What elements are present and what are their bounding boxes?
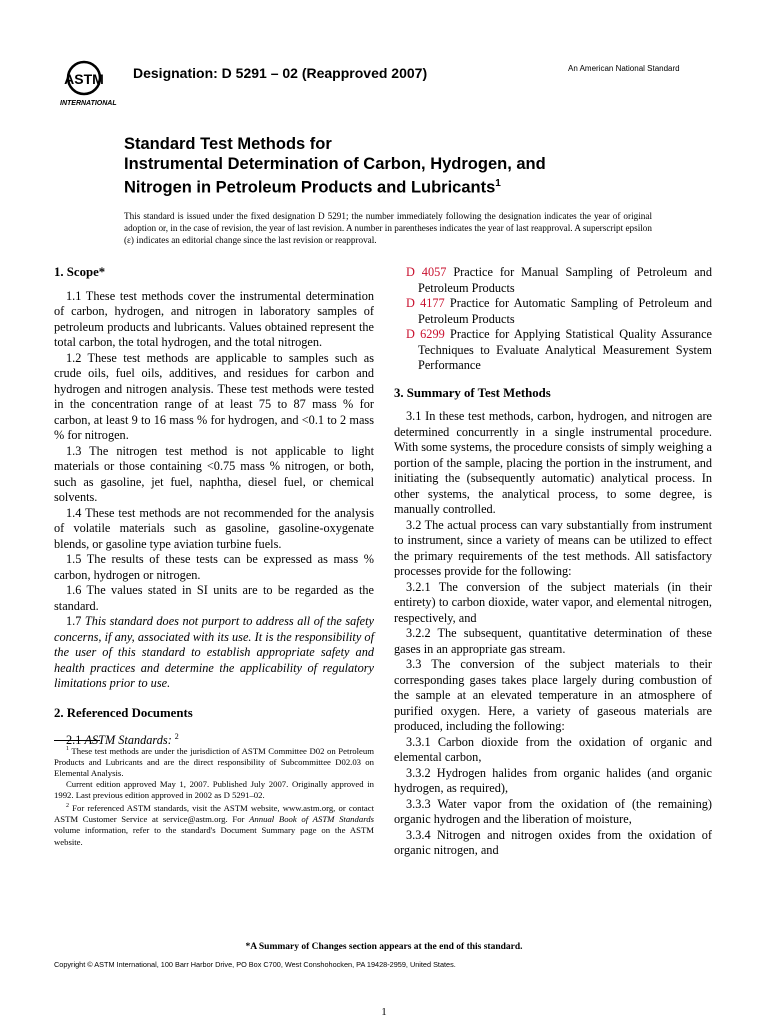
para-1-7-text: This standard does not purport to address all of the safety concerns, if any, associated with its use. It is the responsibility of the user of this standard to establish appropriate safety and health practices and determine the applicability of regulatory limitations prior to use.: [54, 614, 374, 690]
title-line-1: Standard Test Methods for: [124, 135, 332, 153]
para-3-1: 3.1 In these test methods, carbon, hydrogen, and nitrogen are determined concurrently in a single instrumental procedure. With some systems, the procedure consists of simply weighing a portion of the sample, placing the portion in the instrument, and initiating the (subsequently automatic) analytical process. In other systems, the analytical process, to some degree, is manually controlled.: [394, 409, 712, 516]
reference-title-d4177: Practice for Automatic Sampling of Petroleum and Petroleum Products: [418, 296, 712, 326]
footnotes: [54, 744, 374, 848]
document-title: [124, 134, 684, 198]
para-3-2-2: 3.2.2 The subsequent, quantitative determination of these gases in an appropriate gas stream.: [394, 626, 712, 656]
para-1-6: 1.6 The values stated in SI units are to be regarded as the standard.: [54, 583, 374, 613]
footnote-1-mark: 1: [66, 746, 69, 752]
summary-heading: 3. Summary of Test Methods: [394, 385, 551, 400]
para-3-2-1: 3.2.1 The conversion of the subject materials (in their entirety) to carbon dioxide, water vapor, and elemental nitrogen, respectively, and: [394, 579, 712, 625]
footnote-2: [54, 801, 374, 847]
footnote-rule: [54, 740, 100, 741]
intro-note: This standard is issued under the fixed designation D 5291; the number immediately following the designation indicates the year of original adoption or, in the case of revision, the year of last revision. A number in parentheses indicates the year of last reapproval. A superscript epsilon (ε) indicates an editorial change since the last revision or reapproval.: [124, 211, 652, 246]
title-line-3-text: Nitrogen in Petroleum Products and Lubricants: [124, 178, 496, 197]
para-1-2: 1.2 These test methods are applicable to samples such as crude oils, fuel oils, additives, and residues for carbon and hydrogen and nitrogen analysis. These test methods were tested in the concentration range of at least 75 to 87 mass % for carbon, at least 9 to 16 mass % for hydrogen, and <0.1 to 2 mass % for nitrogen.: [54, 350, 374, 442]
para-2-1-footnote-mark: 2: [174, 732, 179, 741]
reference-title-d4057: Practice for Manual Sampling of Petroleum and Petroleum Products: [418, 265, 712, 295]
para-1-4: 1.4 These test methods are not recommended for the analysis of volatile materials such as gasoline, gasoline-oxygenate blends, or gasoline type aviation turbine fuels.: [54, 505, 374, 551]
right-column: [394, 265, 712, 859]
astm-logo: [60, 56, 122, 116]
copyright-line: Copyright © ASTM International, 100 Barr Harbor Drive, PO Box C700, West Conshohocken, PA 19428-2959, United States.: [54, 960, 456, 969]
para-3-3-3: 3.3.3 Water vapor from the oxidation of (the remaining) organic hydrogen and the liberation of moisture,: [394, 796, 712, 826]
para-1-5: 1.5 The results of these tests can be expressed as mass % carbon, hydrogen or nitrogen.: [54, 552, 374, 582]
para-3-3: 3.3 The conversion of the subject materials to their corresponding gases takes place largely during combustion of the sample at an elevated temperature in an atmosphere of purified oxygen. Here, a variety of gaseous materials are produced, including the following:: [394, 657, 712, 733]
title-line-2: Instrumental Determination of Carbon, Hydrogen, and: [124, 155, 546, 173]
footnote-2-text-c: volume information, refer to the standard's Document Summary page on the ASTM website.: [54, 825, 374, 847]
footnote-1-edition: Current edition approved May 1, 2007. Published July 2007. Originally approved in 1992. Last previous edition approved in 2002 as D 5291–02.: [54, 779, 374, 801]
title-footnote-mark: 1: [495, 178, 501, 189]
para-1-1: 1.1 These test methods cover the instrumental determination of carbon, hydrogen, and nitrogen in laboratory samples of petroleum products and lubricants. Values obtained represent the total carbon, the total hydrogen, and the total nitrogen.: [54, 288, 374, 349]
para-1-7: [54, 614, 374, 692]
logo-subtext: INTERNATIONAL: [60, 100, 117, 107]
page-number: 1: [381, 1006, 387, 1018]
footnote-1-text: These test methods are under the jurisdiction of ASTM Committee D02 on Petroleum Products and Lubricants and are the direct responsibility of Subcommittee D02.03 on Elemental Analysis.: [54, 745, 374, 779]
reference-code-d4057[interactable]: D 4057: [406, 265, 447, 279]
footnote-1: [54, 744, 374, 779]
reference-title-d6299: Practice for Applying Statistical Quality Assurance Techniques to Evaluate Analytical Measurement System Performance: [418, 327, 712, 372]
title-line-3: [124, 174, 684, 198]
footnote-2-mark: 2: [66, 803, 69, 810]
footnote-2-book-title: Annual Book of ASTM Standards: [249, 814, 374, 825]
designation: Designation: D 5291 – 02 (Reapproved 2007): [133, 65, 428, 81]
reference-code-d6299[interactable]: D 6299: [406, 327, 445, 341]
reference-code-d4177[interactable]: D 4177: [406, 296, 445, 310]
para-3-3-2: 3.3.2 Hydrogen halides from organic halides (and organic hydrogen, as required),: [394, 765, 712, 795]
para-1-3: 1.3 The nitrogen test method is not applicable to light materials or those containing <0.75 mass % nitrogen, or both, such as gasoline, jet fuel, naphtha, diesel fuel, or chemical solvents.: [54, 443, 374, 504]
para-1-7-number: 1.7: [66, 614, 82, 628]
summary-of-changes-note: *A Summary of Changes section appears at the end of this standard.: [245, 942, 523, 952]
para-3-3-1: 3.3.1 Carbon dioxide from the oxidation of organic and elemental carbon,: [394, 734, 712, 764]
para-3-3-4: 3.3.4 Nitrogen and nitrogen oxides from the oxidation of organic nitrogen, and: [394, 827, 712, 857]
footnote-2-text-a: For referenced ASTM standards, visit the ASTM website, www.astm.org, or contact ASTM Customer Service at service@astm.org. For: [54, 803, 374, 825]
svg-text:ASTM: ASTM: [64, 71, 104, 87]
reference-d4057: [406, 265, 712, 296]
scope-heading: 1. Scope*: [54, 265, 106, 279]
referenced-documents-heading: 2. Referenced Documents: [54, 705, 193, 720]
left-column: [54, 265, 374, 749]
para-3-2: 3.2 The actual process can vary substantially from instrument to instrument, since a variety of means can be utilized to effect the primary requirements of the test methods. All satisfactory processes provide for the following:: [394, 517, 712, 578]
national-standard-label: An American National Standard: [568, 64, 680, 73]
reference-d6299: [406, 327, 712, 374]
reference-d4177: [406, 296, 712, 327]
astm-logo-icon: [60, 56, 122, 116]
para-2-1-text: ASTM Standards:: [84, 733, 172, 748]
para-2-1-number: 2.1: [66, 733, 82, 748]
